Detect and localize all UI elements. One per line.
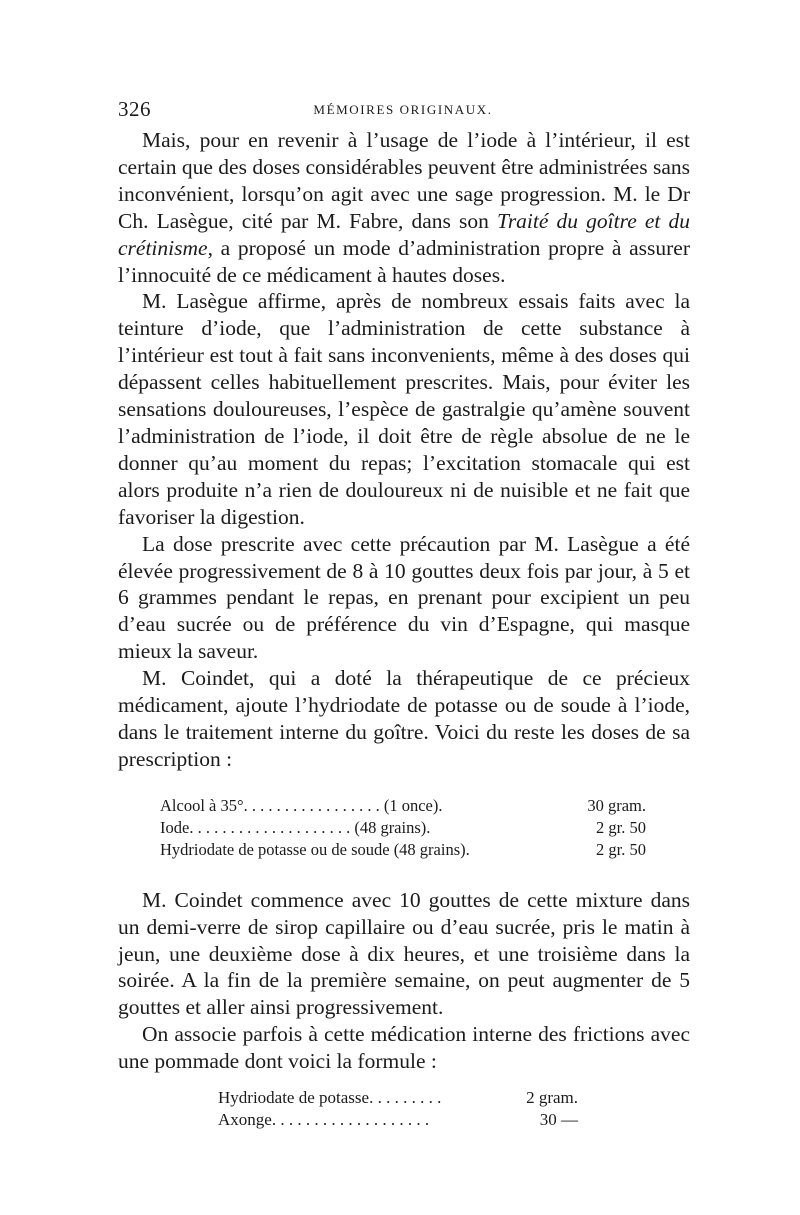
recipe-quantity: 30 gram. — [587, 795, 646, 815]
recipe-quantity: 2 gram. — [526, 1088, 578, 1108]
recipe-row — [160, 795, 646, 817]
recipe-quantity: 30 — — [539, 1110, 578, 1130]
recipe-row — [160, 839, 646, 861]
paragraph-1 — [118, 127, 690, 288]
recipe-quantity: 2 gr. 50 — [596, 839, 646, 859]
recipe-ingredient: Hydriodate de potasse ou de soude (48 grains). — [160, 839, 470, 859]
running-head: MÉMOIRES ORIGINAUX. — [313, 102, 493, 117]
recipe-row — [218, 1087, 578, 1109]
paragraph-1-text-a: Mais, pour en revenir à l’usage de l’iode à l’intérieur, il est certain que des doses considérables peuvent être administrées sans inconvénient, lorsqu’on agit avec une sage progression. M. le Dr Ch. Lasègue, cité par M. Fabre, dans son — [118, 128, 690, 233]
body-text — [118, 127, 690, 1131]
ointment-recipe — [218, 1087, 578, 1131]
paragraph-1-text-b: , a proposé un mode d’administration propre à assurer l’innocuité de ce médicament à hautes doses. — [118, 235, 690, 287]
recipe-ingredient: Alcool à 35°. . . . . . . . . . . . . . . . . (1 once). — [160, 795, 443, 815]
recipe-ingredient: Iode. . . . . . . . . . . . . . . . . . . . (48 grains). — [160, 817, 431, 837]
page-header — [118, 97, 688, 127]
paragraph-6: On associe parfois à cette médication interne des frictions avec une pommade dont voici la formule : — [118, 1022, 690, 1074]
paragraph-2: M. Lasègue affirme, après de nombreux essais faits avec la teinture d’iode, que l’administration de cette substance à l’intérieur est tout à fait sans inconvenients, même à des doses qui dépassent celles habituellement prescrites. Mais, pour éviter les sensations douloureuses, l’espèce de gastralgie qu’amène souvent l’administration de l’iode, il doit être de règle absolue de ne le donner qu’au moment du repas; l’excitation stomacale qui est alors produite n’a rien de douloureux ni de nuisible et ne fait que favoriser la digestion. — [118, 289, 690, 529]
recipe-ingredient: Axonge. . . . . . . . . . . . . . . . . . . — [218, 1110, 430, 1130]
paragraph-3: La dose prescrite avec cette précaution par M. Lasègue a été élevée progressivement de 8 à 10 gouttes deux fois par jour, à 5 et 6 grammes pendant le repas, en prenant pour excipient un peu d’eau sucrée ou de préférence du vin d’Espagne, qui masque mieux la saveur. — [118, 531, 690, 664]
page-number: 326 — [118, 97, 151, 121]
book-title: Traité du goître et du crétinisme — [118, 208, 690, 260]
recipe-quantity: 2 gr. 50 — [596, 817, 646, 837]
recipe-ingredient: Hydriodate de potasse. . . . . . . . . — [218, 1088, 442, 1108]
prescription-recipe — [160, 795, 646, 861]
recipe-row — [218, 1109, 578, 1131]
paragraph-4: M. Coindet, qui a doté la thérapeutique de ce précieux médicament, ajoute l’hydriodate de potasse ou de soude à l’iode, dans le traitement interne du goître. Voici du reste les doses de sa prescription : — [118, 666, 690, 771]
paragraph-5: M. Coindet commence avec 10 gouttes de cette mixture dans un demi-verre de sirop capillaire ou d’eau sucrée, pris le matin à jeun, une deuxième dose à dix heures, et une troisième dans la soirée. A la fin de la première semaine, on peut augmenter de 5 gouttes et aller ainsi progressivement. — [118, 887, 690, 1020]
recipe-row — [160, 817, 646, 839]
